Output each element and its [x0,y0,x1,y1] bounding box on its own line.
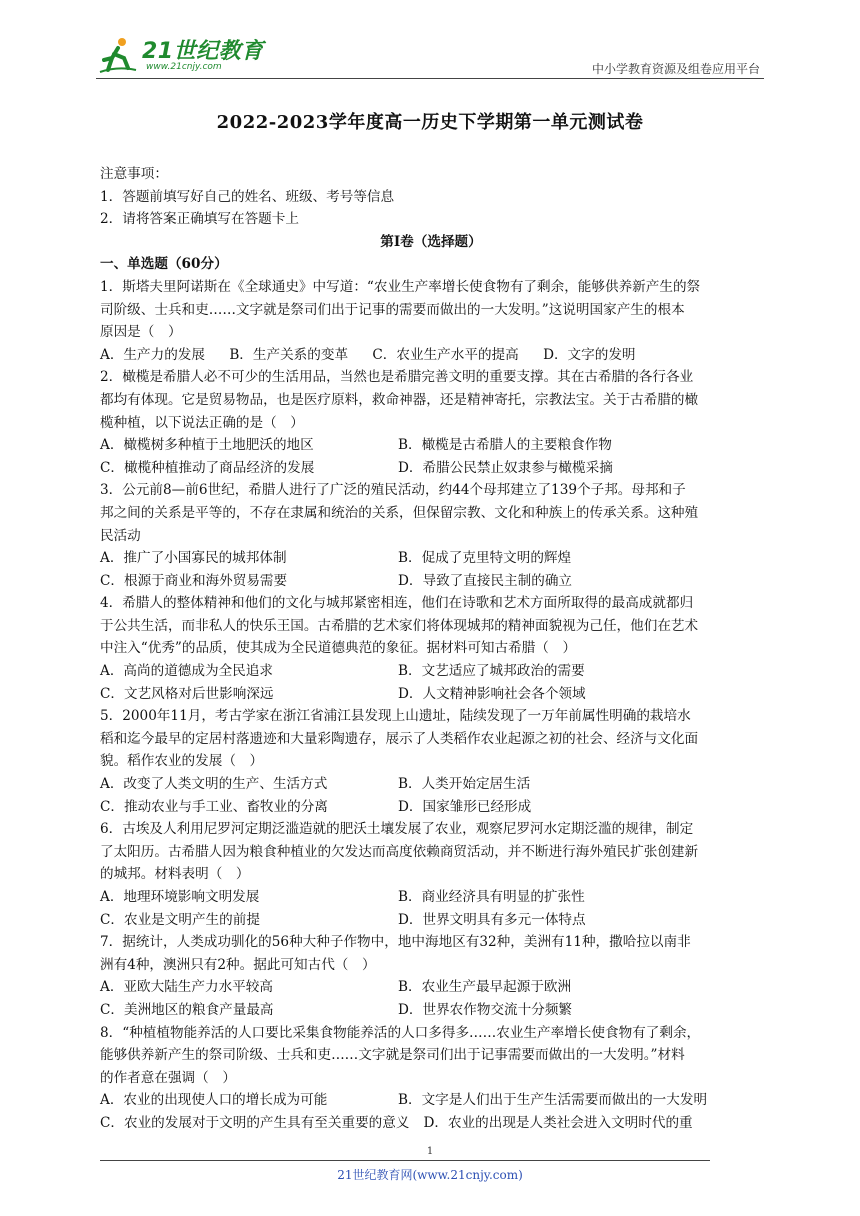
option: C．农业是文明产生的前提 [100,911,260,928]
question-line: 的城邦。材料表明（ ） [100,866,250,883]
option: C．美洲地区的粮食产量最高 [100,1001,274,1018]
options-row [100,547,762,570]
site-logo[interactable] [96,30,266,78]
option: A．亚欧大陆生产力水平较高 [100,979,273,996]
option: C．橄榄种植推动了商品经济的发展 [100,459,315,476]
question-line: 5．2000年11月，考古学家在浙江省浦江县发现上山遗址，陆续发现了一万年前属性明确的栽培水 [100,708,691,725]
question-line: 1．斯塔夫里阿诺斯在《全球通史》中写道：“农业生产率增长使食物有了剩余，能够供养新产生的祭 [100,278,701,295]
platform-name: 中小学教育资源及组卷应用平台 [591,62,760,76]
exam-body [100,163,762,1135]
option: B．生产关系的变革 [229,346,349,363]
option: B．文字是人们出于生产生活需要而做出的一大发明 [398,1092,708,1109]
footer-site-link[interactable]: 21世纪教育网(www.21cnjy.com) [337,1168,523,1182]
options-row [100,434,762,457]
option: C．农业生产水平的提高 [372,346,519,363]
option: B．商业经济具有明显的扩张性 [398,889,585,905]
option: D．文字的发明 [543,346,636,363]
question-line: 于公共生活，而非私人的快乐王国。古希腊的艺术家们将体现城邦的精神面貌视为己任，他们在艺术 [100,617,699,634]
option: A．地理环境影响文明发展 [100,889,260,905]
options-row [100,457,762,480]
running-figure-icon [98,36,138,74]
footer-divider [100,1160,710,1161]
options-row [100,1112,762,1135]
option: C．文艺风格对后世影响深远 [100,685,274,702]
question-line: 貌。稻作农业的发展（ ） [100,753,264,770]
notice-heading: 注意事项： [100,166,168,182]
question-line: 8．“种植植物能养活的人口要比采集食物能养活的人口多得多……农业生产率增长使食物有了剩余， [100,1024,701,1041]
option: D．农业的出现是人类社会进入文明时代的重 [423,1114,693,1131]
option: B．人类开始定居生活 [398,776,531,793]
options-row [100,570,762,593]
option: B．促成了克里特文明的辉煌 [398,550,572,567]
question-line: 原因是（ ） [100,324,182,341]
option: A．高尚的道德成为全民追求 [100,663,273,680]
question-line: 洲有4种，澳洲只有2种。据此可知古代（ ） [100,956,376,973]
option: D．导致了直接民主制的确立 [398,572,573,589]
page-title: 2022-2023学年度高一历史下学期第一单元测试卷 [216,112,644,133]
question-line: 3．公元前8—前6世纪，希腊人进行了广泛的殖民活动，约44个母邦建立了139个子邦。母邦和子 [100,482,686,499]
question-line: 榄种植，以下说法正确的是（ ） [100,414,304,431]
question-line: 7．据统计，人类成功驯化的56种大种子作物中，地中海地区有32种，美洲有11种，撒哈拉以南非 [100,934,691,951]
options-row [100,683,762,706]
question-line: 2．橄榄是希腊人必不可少的生活用品，当然也是希腊完善文明的重要支撑。其在古希腊的各行各业 [100,369,694,386]
options-row [100,1089,762,1112]
option: C．农业的发展对于文明的产生具有至关重要的意义 [100,1114,410,1131]
question-line: 民活动 [100,527,141,544]
option: C．推动农业与手工业、畜牧业的分离 [100,798,328,815]
option: D．国家雏形已经形成 [398,798,532,815]
options-row [100,976,762,999]
option: C．根源于商业和海外贸易需要 [100,572,288,589]
question-line: 邦之间的关系是平等的，不存在隶属和统治的关系，但保留宗教、文化和种族上的传承关系。这种殖 [100,504,699,521]
question-line: 稻和迄今最早的定居村落遗迹和大量彩陶遗存，展示了人类稻作农业起源之初的社会、经济与文化面 [100,730,699,747]
options-row [100,886,762,909]
options-row [100,796,762,819]
logo-text: 21世纪教育 [142,39,264,64]
option: A．农业的出现使人口的增长成为可能 [100,1092,328,1109]
option: B．农业生产最早起源于欧洲 [398,979,572,996]
options-row [100,999,762,1022]
options-row [100,909,762,932]
notice-item: 2．请将答案正确填写在答题卡上 [100,211,299,228]
option: A．生产力的发展 [100,346,205,363]
part-title: 一、单选题（60分） [100,256,228,273]
options-row [100,773,762,796]
option: B．橄榄是古希腊人的主要粮食作物 [398,437,612,454]
option: A．橄榄树多种植于土地肥沃的地区 [100,437,314,454]
question-line: 6．古埃及人利用尼罗河定期泛滥造就的肥沃土壤发展了农业，观察尼罗河水定期泛滥的规律，制定 [100,821,694,838]
question-line: 4．希腊人的整体精神和他们的文化与城邦紧密相连，他们在诗歌和艺术方面所取得的最高成就都归 [100,595,694,612]
question-line: 的作者意在强调（ ） [100,1069,236,1086]
page-header [96,30,764,80]
question-line: 了太阳历。古希腊人因为粮食种植业的欠发达而高度依赖商贸活动，并不断进行海外殖民扩张创建新 [100,843,699,860]
section-title: 第Ⅰ卷（选择题） [380,233,482,250]
options-row [100,344,762,367]
question-line: 都均有体现。它是贸易物品，也是医疗原料，救命神器，还是精神寄托，宗教法宝。关于古希腊的橄 [100,391,699,408]
option: D．世界文明具有多元一体特点 [398,911,586,928]
option: A．推广了小国寡民的城邦体制 [100,550,287,567]
question-line: 司阶级、士兵和吏……文字就是祭司们出于记事的需要而做出的一大发明。”这说明国家产生的根本 [100,301,685,318]
logo-url: www.21cnjy.com [146,62,222,72]
header-divider [96,78,764,79]
question-line: 中注入“优秀”的品质，使其成为全民道德典范的象征。据材料可知古希腊（ ） [100,640,577,657]
option: B．文艺适应了城邦政治的需要 [398,663,585,680]
options-row [100,660,762,683]
option: A．改变了人类文明的生产、生活方式 [100,776,328,793]
notice-item: 1．答题前填写好自己的姓名、班级、考号等信息 [100,188,395,205]
question-line: 能够供养新产生的祭司阶级、士兵和吏……文字就是祭司们出于记事需要而做出的一大发明。”材料 [100,1047,685,1064]
option: D．希腊公民禁止奴隶参与橄榄采摘 [398,459,613,476]
page-number: 1 [426,1146,434,1157]
option: D．世界农作物交流十分频繁 [398,1001,573,1018]
option: D．人文精神影响社会各个领域 [398,685,586,702]
